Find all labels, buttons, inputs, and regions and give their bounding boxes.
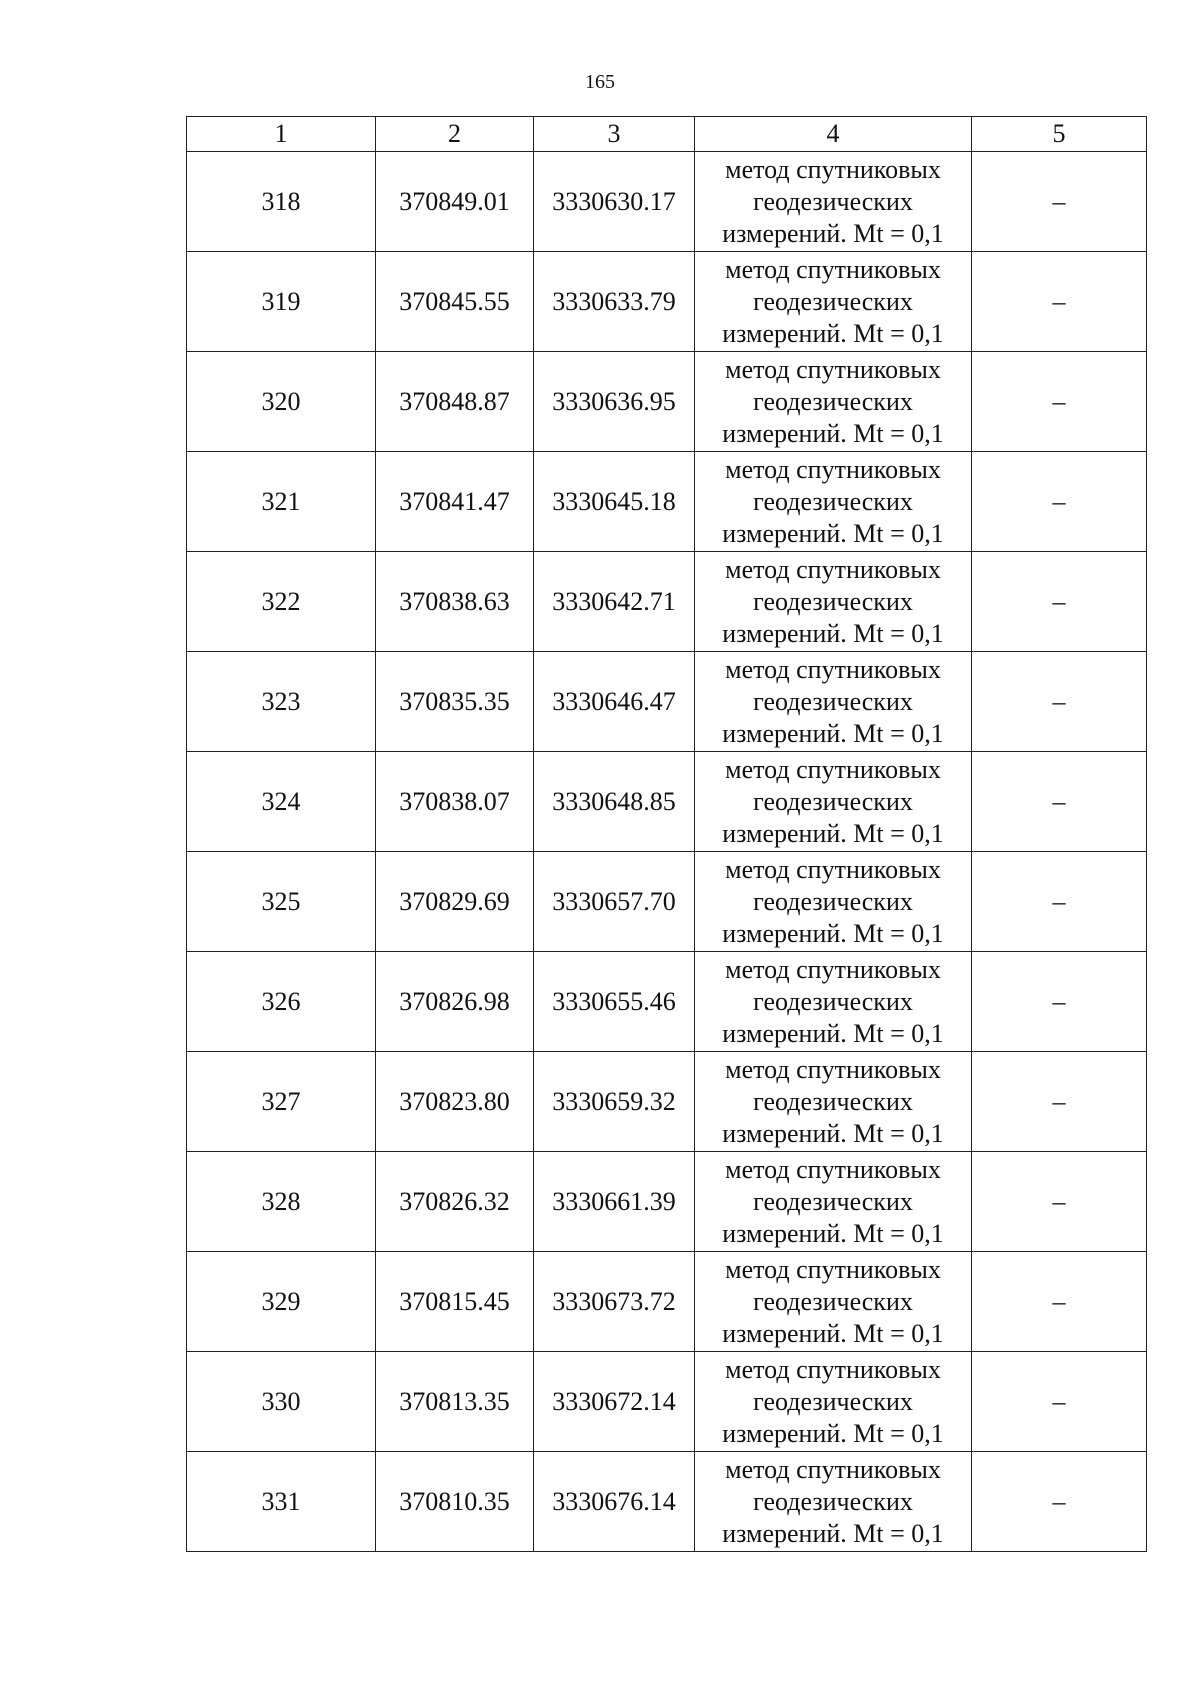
- note-cell: –: [972, 852, 1147, 952]
- x-coordinate-cell: 370813.35: [376, 1352, 534, 1452]
- y-coordinate-cell: 3330633.79: [534, 252, 695, 352]
- point-number-cell: 319: [187, 252, 376, 352]
- method-cell: метод спутниковых геодезических измерений. Mt = 0,1: [695, 352, 972, 452]
- point-number-cell: 321: [187, 452, 376, 552]
- point-number-cell: 325: [187, 852, 376, 952]
- point-number-cell: 324: [187, 752, 376, 852]
- table-header: [187, 117, 1147, 152]
- table-row: [187, 1352, 1147, 1452]
- y-coordinate-cell: 3330648.85: [534, 752, 695, 852]
- point-number-cell: 328: [187, 1152, 376, 1252]
- note-cell: –: [972, 1352, 1147, 1452]
- x-coordinate-cell: 370841.47: [376, 452, 534, 552]
- table-row: [187, 1052, 1147, 1152]
- column-header-4: 4: [695, 117, 972, 152]
- note-cell: –: [972, 352, 1147, 452]
- method-cell: метод спутниковых геодезических измерений. Mt = 0,1: [695, 1152, 972, 1252]
- x-coordinate-cell: 370849.01: [376, 152, 534, 252]
- table-row: [187, 352, 1147, 452]
- method-cell: метод спутниковых геодезических измерений. Mt = 0,1: [695, 852, 972, 952]
- column-header-1: 1: [187, 117, 376, 152]
- note-cell: –: [972, 552, 1147, 652]
- table-row: [187, 652, 1147, 752]
- y-coordinate-cell: 3330630.17: [534, 152, 695, 252]
- y-coordinate-cell: 3330646.47: [534, 652, 695, 752]
- table-row: [187, 1152, 1147, 1252]
- y-coordinate-cell: 3330672.14: [534, 1352, 695, 1452]
- method-cell: метод спутниковых геодезических измерений. Mt = 0,1: [695, 1452, 972, 1552]
- note-cell: –: [972, 1052, 1147, 1152]
- x-coordinate-cell: 370835.35: [376, 652, 534, 752]
- point-number-cell: 329: [187, 1252, 376, 1352]
- y-coordinate-cell: 3330661.39: [534, 1152, 695, 1252]
- table-row: [187, 1252, 1147, 1352]
- table-row: [187, 152, 1147, 252]
- note-cell: –: [972, 1452, 1147, 1552]
- point-number-cell: 320: [187, 352, 376, 452]
- y-coordinate-cell: 3330655.46: [534, 952, 695, 1052]
- y-coordinate-cell: 3330659.32: [534, 1052, 695, 1152]
- table-row: [187, 1452, 1147, 1552]
- x-coordinate-cell: 370829.69: [376, 852, 534, 952]
- table-row: [187, 852, 1147, 952]
- coordinates-table: [186, 116, 1147, 1552]
- x-coordinate-cell: 370845.55: [376, 252, 534, 352]
- y-coordinate-cell: 3330645.18: [534, 452, 695, 552]
- x-coordinate-cell: 370838.07: [376, 752, 534, 852]
- table-body: [187, 152, 1147, 1552]
- header-row: [187, 117, 1147, 152]
- x-coordinate-cell: 370826.98: [376, 952, 534, 1052]
- method-cell: метод спутниковых геодезических измерений. Mt = 0,1: [695, 252, 972, 352]
- y-coordinate-cell: 3330673.72: [534, 1252, 695, 1352]
- point-number-cell: 331: [187, 1452, 376, 1552]
- note-cell: –: [972, 652, 1147, 752]
- y-coordinate-cell: 3330642.71: [534, 552, 695, 652]
- table-row: [187, 452, 1147, 552]
- point-number-cell: 330: [187, 1352, 376, 1452]
- table-row: [187, 752, 1147, 852]
- point-number-cell: 323: [187, 652, 376, 752]
- column-header-2: 2: [376, 117, 534, 152]
- x-coordinate-cell: 370815.45: [376, 1252, 534, 1352]
- table-row: [187, 552, 1147, 652]
- x-coordinate-cell: 370826.32: [376, 1152, 534, 1252]
- method-cell: метод спутниковых геодезических измерений. Mt = 0,1: [695, 752, 972, 852]
- point-number-cell: 322: [187, 552, 376, 652]
- method-cell: метод спутниковых геодезических измерений. Mt = 0,1: [695, 452, 972, 552]
- y-coordinate-cell: 3330676.14: [534, 1452, 695, 1552]
- method-cell: метод спутниковых геодезических измерений. Mt = 0,1: [695, 1052, 972, 1152]
- method-cell: метод спутниковых геодезических измерений. Mt = 0,1: [695, 1252, 972, 1352]
- note-cell: –: [972, 952, 1147, 1052]
- page-number: 165: [585, 71, 615, 93]
- column-header-5: 5: [972, 117, 1147, 152]
- x-coordinate-cell: 370823.80: [376, 1052, 534, 1152]
- x-coordinate-cell: 370810.35: [376, 1452, 534, 1552]
- column-header-3: 3: [534, 117, 695, 152]
- y-coordinate-cell: 3330657.70: [534, 852, 695, 952]
- y-coordinate-cell: 3330636.95: [534, 352, 695, 452]
- point-number-cell: 327: [187, 1052, 376, 1152]
- method-cell: метод спутниковых геодезических измерений. Mt = 0,1: [695, 952, 972, 1052]
- method-cell: метод спутниковых геодезических измерений. Mt = 0,1: [695, 552, 972, 652]
- note-cell: –: [972, 1252, 1147, 1352]
- x-coordinate-cell: 370838.63: [376, 552, 534, 652]
- method-cell: метод спутниковых геодезических измерений. Mt = 0,1: [695, 152, 972, 252]
- table-row: [187, 252, 1147, 352]
- method-cell: метод спутниковых геодезических измерений. Mt = 0,1: [695, 652, 972, 752]
- note-cell: –: [972, 1152, 1147, 1252]
- note-cell: –: [972, 252, 1147, 352]
- note-cell: –: [972, 152, 1147, 252]
- x-coordinate-cell: 370848.87: [376, 352, 534, 452]
- method-cell: метод спутниковых геодезических измерений. Mt = 0,1: [695, 1352, 972, 1452]
- note-cell: –: [972, 452, 1147, 552]
- point-number-cell: 326: [187, 952, 376, 1052]
- note-cell: –: [972, 752, 1147, 852]
- table-row: [187, 952, 1147, 1052]
- point-number-cell: 318: [187, 152, 376, 252]
